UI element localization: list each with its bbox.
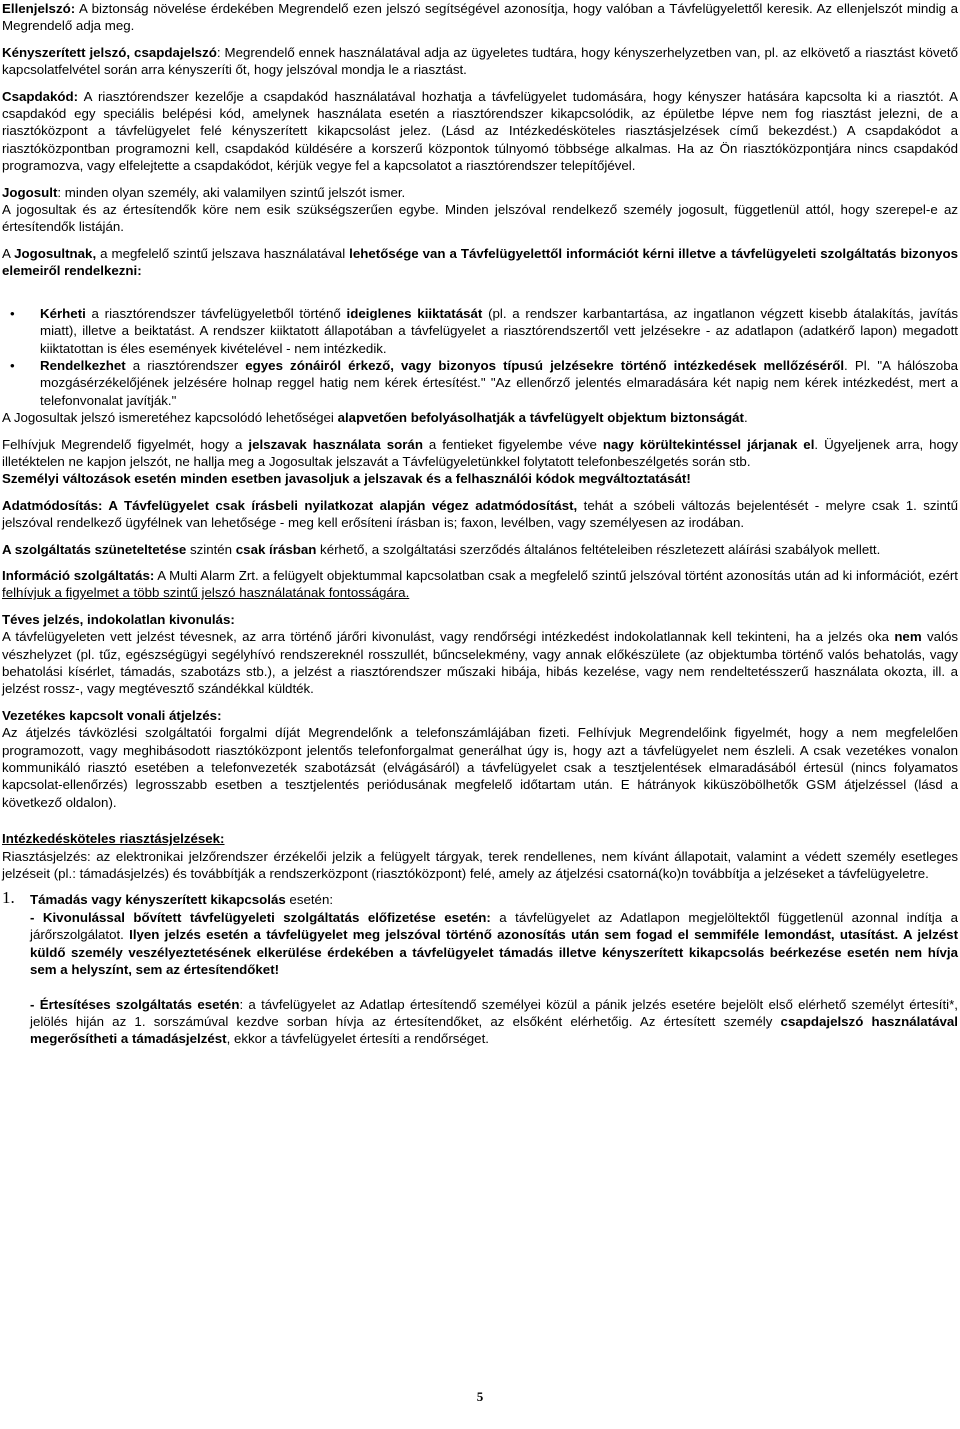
page-number: 5 (476, 1389, 484, 1404)
heading-teves-jelzes: Téves jelzés, indokolatlan kivonulás: (2, 611, 235, 627)
paragraph-felhivjuk: Felhívjuk Megrendelő figyelmét, hogy a jelszavak használata során a fentieket figyelembe véve nagy körültekintéssel járjanak el. Ügyeljenek arra, hogy illetéktelen ne kapjon jelszót, ne hallja meg a Jogosultak jelszavát a Távfelügyeletünkkel folytatott telefonbeszélgetés során stb. (2, 436, 958, 469)
paragraph-kenyszeritett-jelszo: Kényszerített jelszó, csapdajelszó: Megrendelő ennek használatával adja az ügyeletes tudtára, hogy kényszerhelyzetben van, pl. az elkövető a riasztást követő kapcsolatfelvétel során arra kényszeríti őt, hogy jelszóval mondja le a riasztást. (2, 44, 958, 78)
paragraph-jogosult: Jogosult: minden olyan személy, aki valamilyen szintű jelszót ismer. (2, 184, 406, 200)
paragraph-riasztasjelzes: Riasztásjelzés: az elektronikai jelzőrendszer érzékelői jelzik a felügyelt tárgyak, terek rendellenes, nem kívánt állapotait, valamint a védett személy esetleges jelzéseit (pl.: támadásjelzés) és továbbítják a rendszerközpont (riasztóközpont) felé, amely az átjelzési csatorná(ko)n továbbítja a jelzéseket a távfelügyeletre. (2, 848, 958, 882)
paragraph-csapdakod: Csapdakód: A riasztórendszer kezelője a csapdakód használatával hozhatja a távfelügyelet tudomására, hogy kényszer hatására kapcsolta ki a riasztót. A csapdakód egy speciális belépési kód, amelynek használata esetén a riasztórendszer kikapcsolódik, az épületbe lépve nem fog riasztást jelezni, de a riasztóközpont a távfelügyelet felé kényszerített kikapcsolást jelez. (Lásd az Intézkedésköteles riasztásjelzések című bekezdést.) A csapdakódot a riasztóközpontban programozni kell, csapdakód küldésére a korszerű központok túlnyomó többsége alkalmas. Ha az Ön riasztóközpontjára nincs csapdakód programozva, vagy elfelejtette a csapdakódot, kérjük vegye fel a kapcsolatot a riasztórendszer telepítőjével. (2, 88, 958, 174)
bullet-list (2, 305, 958, 409)
heading-vezetekes: Vezetékes kapcsolt vonali átjelzés: (2, 707, 222, 723)
paragraph-vezetekes: Az átjelzés távközlési szolgáltatói forgalmi díját Megrendelőnk a telefonszámlájában fizeti. Felhívjuk Megrendelőink figyelmét, hogy a nem megfelelően programozott, vagy meghibásodott riasztóközpont jelentős telefonforgalmat generálhat úgy is, hogy azt a távfelügyelet nem észleli. A csak vezetékes vonalon kommunikáló riasztó esetében a telefonvezeték szabotázsát (elvágásáról) a távfelügyelet csak a tesztjelentések elmaradásából értesül (nincs folyamatos kapcsolat-ellenőrzés) legrosszabb esetben a tesztjelentés periódusának megfelelő időtartam után. E hátrányok kiküszöbölhetők GSM átjelzéssel (lásd a következő oldalon). (2, 725, 958, 810)
paragraph-jogosult-lehetosegei: A Jogosultnak, a megfelelő szintű jelszava használatával lehetősége van a Távfelügyelettől információt kérni illetve a távfelügyeleti szolgáltatás bizonyos elemeiről rendelkezni: (2, 245, 958, 279)
paragraph-jogosultak-kore: A jogosultak és az értesítendők köre nem esik szükségszerűen egybe. Minden jelszóval rendelkező személy jogosult, függetlenül attól, hogy szerepel-e az értesítendők listáján. (2, 202, 958, 235)
list-item: • Kérheti a riasztórendszer távfelügyeletből történő ideiglenes kiiktatását (pl. a rendszer karbantartása, az ingatlanon végzett kisebb átalakítás, javítás miatt), illetve a beiktatást. A rendszer kiiktatott állapotában a távfelügyelet a riasztórendszertől vett jelzésekre - az adatlapon (adatkérő lapon) megadott kiiktatottan is éles események kivételével - nem intézkedik. (10, 305, 958, 356)
paragraph-adatmodositas: Adatmódosítás: A Távfelügyelet csak írásbeli nyilatkozat alapján végez adatmódosítást, tehát a szóbeli változás bejelentését - melyre csak 1. szintű jelszóval rendelkező ügyfélnek van lehetősége - meg kell erősíteni írásban is; faxon, levélben, vagy személyesen az irodában. (2, 497, 958, 531)
paragraph-szemelyi-valtozasok: Személyi változások esetén minden esetben javasoljuk a jelszavak és a felhasználói kódok megváltoztatását! (2, 471, 691, 487)
numbered-item-1: 1. Támadás vagy kényszerített kikapcsolás esetén: - Kivonulással bővített távfelügyeleti szolgáltatás előfizetése esetén: a távfelügyelet az Adatlapon megjelöltektől függetlenül azonnal indítja a járőrszolgálatot. Ilyen jelzés esetén a távfelügyelet meg jelszóval történő azonosítás után sem fogad el semmiféle lemondást, utasítást. A jelzést küldő személy veszélyeztetésének elkerülése érdekében a távfelügyelet támadás illetve kényszerített kikapcsolás beérkezése esetén nem hívja sem a helyszínt, sem az értesítendőket! - Értesítéses szolgáltatás esetén: a távfelügyelet az Adatlap értesítendő személyei közül a pánik jelzés esetére bejelölt első elérhető személyt értesíti*, jelölés hiján az 1. sorszámúval kezdve sorban hívja az értesítendőket, az elsőként elérhetőig. Az értesített személy csapdajelszó használatával megerősítheti a támadásjelzést, ekkor a távfelügyelet értesíti a rendőrséget. (2, 888, 958, 1047)
heading-intezkedeskoteles: Intézkedésköteles riasztásjelzések: (2, 831, 225, 847)
list-item: • Rendelkezhet a riasztórendszer egyes zónáiról érkező, vagy bizonyos típusú jelzésekre történő intézkedések mellőzéséről. Pl. "A hálószoba mozgásérzékelőjének jelzésére holnap reggel hatig nem kérek értesítést." "Az ellenőrző jelentés elmaradására két napig nem kérek intézkedést, mert a telefonvonalat javítják." (10, 357, 958, 408)
paragraph-alapvetoen: A Jogosultak jelszó ismeretéhez kapcsolódó lehetőségei alapvetően befolyásolhatják a távfelügyelt objektum biztonságát. (2, 410, 748, 426)
paragraph-szuneteltetes: A szolgáltatás szüneteltetése szintén csak írásban kérhető, a szolgáltatási szerződés általános feltételeiben részletezett aláírási szabályok mellett. (2, 541, 881, 557)
paragraph-informacio-szolgaltatas: Információ szolgáltatás: A Multi Alarm Zrt. a felügyelt objektummal kapcsolatban csak a megfelelő szintű jelszóval történt azonosítás után ad ki információt, ezért felhívjuk a figyelmet a több szintű jelszó használatának fontosságára. (2, 567, 958, 601)
paragraph-teves-jelzes: A távfelügyeleten vett jelzést tévesnek, az arra történő járőri kivonulást, vagy rendőrségi intézkedést indokolatlannak kell tekinteni, ha a jelzés oka nem valós vészhelyzet (pl. tűz, egészségügyi segélyhívó rendszereknél rosszullét, bűncselekmény, vagy annak előkészülete (az objektumba történő valós behatolás, vagy behatolási kísérlet, támadás, szabotázs stb.), a jelzést a riasztórendszer műszaki hibája, hibás kezelése, vagy nem rendeltetésszerű használata okozta, ill. a jelzést rossz-, vagy megtévesztő szándékkal küldték. (2, 629, 958, 697)
paragraph-ellenjelszo: Ellenjelszó: A biztonság növelése érdekében Megrendelő ezen jelszó segítségével azonosítja, hogy valóban a Távfelügyelettől keresik. Az ellenjelszót mindig a Megrendelő adja meg. (2, 1, 958, 34)
